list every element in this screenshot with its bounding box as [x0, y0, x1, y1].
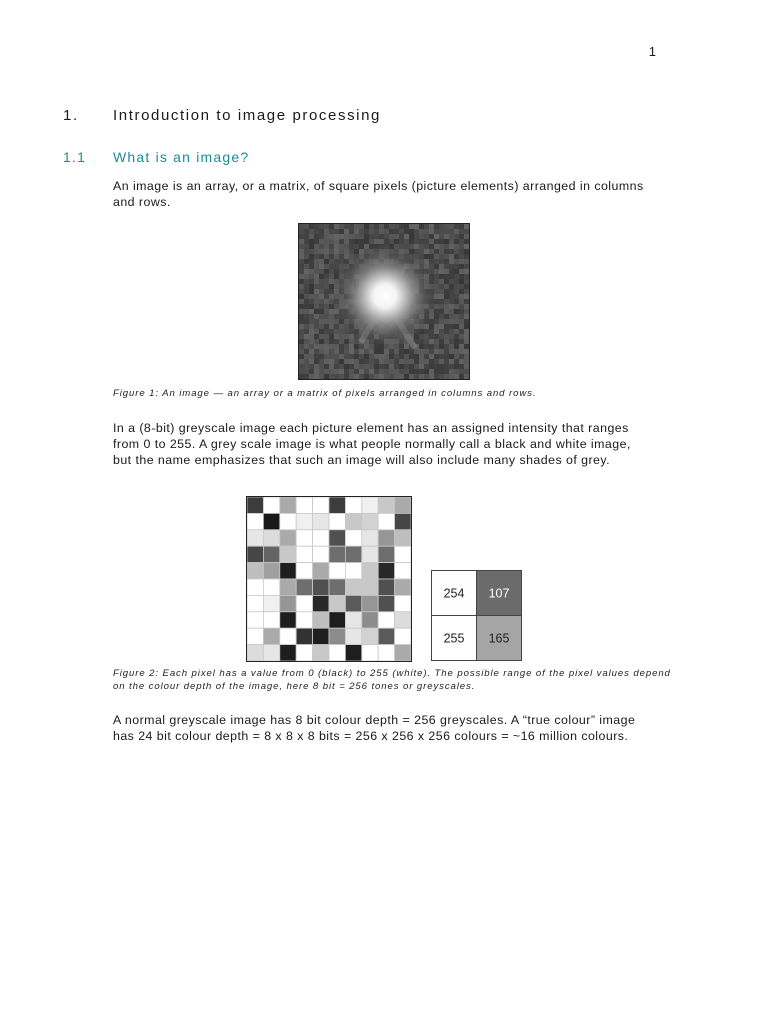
pixel-cell	[280, 546, 296, 562]
pixel-cell	[395, 497, 411, 513]
pixel-cell	[378, 530, 394, 546]
pixel-cell	[329, 513, 345, 529]
pixel-cell	[247, 612, 263, 628]
pixel-cell	[329, 497, 345, 513]
pixel-cell	[329, 628, 345, 644]
pixel-cell	[313, 563, 329, 579]
figure-2-zoom-detail	[431, 570, 522, 661]
pixel-cell	[296, 563, 312, 579]
pixel-cell	[329, 546, 345, 562]
figure-1-image	[298, 223, 470, 380]
figure-2-caption: Figure 2: Each pixel has a value from 0 (black) to 255 (white). The possible range of the pixel values depend on the colour depth of the image, here 8 bit = 256 tones or greyscales.	[113, 668, 671, 692]
pixel-cell	[296, 497, 312, 513]
pixel-cell	[395, 579, 411, 595]
pixel-cell	[329, 530, 345, 546]
pixel-cell	[345, 546, 361, 562]
pixel-cell	[345, 530, 361, 546]
pixel-cell	[362, 546, 378, 562]
pixel-cell	[263, 579, 279, 595]
pixel-cell	[378, 595, 394, 611]
pixel-cell	[247, 513, 263, 529]
pixel-cell	[263, 645, 279, 661]
pixel-cell	[329, 612, 345, 628]
pixel-cell	[296, 530, 312, 546]
pixel-cell	[263, 595, 279, 611]
pixel-cell	[247, 645, 263, 661]
pixel-cell	[247, 595, 263, 611]
pixel-cell	[296, 546, 312, 562]
pixel-cell	[362, 530, 378, 546]
pixel-cell	[378, 497, 394, 513]
pixel-cell	[329, 595, 345, 611]
zoom-detail-svg	[431, 570, 522, 661]
paragraph-greyscale: In a (8-bit) greyscale image each picture element has an assigned intensity that ranges from 0 to 255. A grey scale image is what people normally call a black and white image, but the name emphasizes that such an image will also include many shades of grey.	[113, 421, 631, 467]
pixel-cell	[395, 530, 411, 546]
pixel-cell	[362, 563, 378, 579]
pixel-cell	[296, 579, 312, 595]
pixel-cell	[296, 595, 312, 611]
pixel-cell	[378, 612, 394, 628]
pixel-cell	[345, 579, 361, 595]
pixel-cell	[395, 645, 411, 661]
pixel-cell	[313, 530, 329, 546]
paragraph-colour-depth: A normal greyscale image has 8 bit colour depth = 256 greyscales. A “true colour” image has 24 bit colour depth = 8 x 8 x 8 bits = 256 x 256 x 256 colours = ~16 million colours.	[113, 713, 636, 743]
pixel-cell	[345, 497, 361, 513]
page-number: 1	[648, 44, 656, 59]
pixel-cell	[345, 563, 361, 579]
zoom-pixel-value: 165	[488, 631, 510, 646]
pixel-cell	[362, 497, 378, 513]
pixel-cell	[247, 497, 263, 513]
pixel-cell	[280, 628, 296, 644]
pixel-cell	[362, 645, 378, 661]
pixel-cell	[296, 645, 312, 661]
pixel-cell	[313, 645, 329, 661]
paragraph-intro: An image is an array, or a matrix, of square pixels (picture elements) arranged in columns and rows.	[113, 179, 644, 209]
pixel-cell	[263, 612, 279, 628]
figure-1-caption: Figure 1: An image — an array or a matrix of pixels arranged in columns and rows.	[113, 388, 537, 399]
pixel-cell	[247, 628, 263, 644]
pixel-cell	[247, 530, 263, 546]
section-number: 1.	[63, 107, 79, 124]
pixel-cell	[395, 595, 411, 611]
pixel-cell	[263, 530, 279, 546]
pixel-cell	[280, 612, 296, 628]
figure-2-pixel-grid	[246, 496, 412, 662]
blurred-star-image	[299, 224, 469, 379]
pixel-cell	[280, 579, 296, 595]
pixel-cell	[345, 645, 361, 661]
pixel-cell	[362, 595, 378, 611]
pixel-cell	[280, 497, 296, 513]
pixel-cell	[263, 497, 279, 513]
pixel-cell	[395, 513, 411, 529]
pixel-cell	[247, 579, 263, 595]
pixel-cell	[345, 595, 361, 611]
pixel-cell	[378, 579, 394, 595]
pixel-cell	[345, 628, 361, 644]
pixel-cell	[280, 595, 296, 611]
pixel-cell	[329, 563, 345, 579]
pixel-cell	[247, 546, 263, 562]
pixel-cell	[329, 579, 345, 595]
pixel-cell	[313, 497, 329, 513]
pixel-cell	[313, 595, 329, 611]
pixel-cell	[378, 645, 394, 661]
pixel-cell	[378, 513, 394, 529]
pixel-cell	[313, 612, 329, 628]
pixel-cell	[362, 628, 378, 644]
pixel-cell	[247, 563, 263, 579]
pixel-cell	[378, 546, 394, 562]
pixel-grid-svg	[247, 497, 411, 661]
pixel-cell	[362, 579, 378, 595]
zoom-pixel-value: 107	[488, 586, 510, 601]
zoom-pixel-value: 255	[443, 631, 465, 646]
pixel-cell	[345, 513, 361, 529]
pixel-cell	[345, 612, 361, 628]
pixel-cell	[395, 546, 411, 562]
zoom-pixel-value: 254	[443, 586, 465, 601]
subsection-title: What is an image?	[113, 149, 250, 165]
pixel-cell	[263, 546, 279, 562]
subsection-number: 1.1	[63, 149, 87, 165]
pixel-cell	[313, 546, 329, 562]
pixel-cell	[263, 513, 279, 529]
section-title: Introduction to image processing	[113, 107, 381, 124]
pixel-cell	[313, 628, 329, 644]
pixel-cell	[280, 563, 296, 579]
pixel-cell	[362, 513, 378, 529]
pixel-cell	[378, 563, 394, 579]
pixel-cell	[263, 628, 279, 644]
pixel-cell	[280, 513, 296, 529]
pixel-cell	[263, 563, 279, 579]
pixel-cell	[329, 645, 345, 661]
pixel-cell	[378, 628, 394, 644]
pixel-cell	[280, 645, 296, 661]
pixel-cell	[296, 513, 312, 529]
pixel-cell	[395, 628, 411, 644]
pixel-cell	[296, 612, 312, 628]
pixel-cell	[395, 563, 411, 579]
pixel-cell	[313, 513, 329, 529]
pixel-cell	[362, 612, 378, 628]
pixel-cell	[395, 612, 411, 628]
pixel-cell	[313, 579, 329, 595]
pixel-cell	[296, 628, 312, 644]
pixel-cell	[280, 530, 296, 546]
